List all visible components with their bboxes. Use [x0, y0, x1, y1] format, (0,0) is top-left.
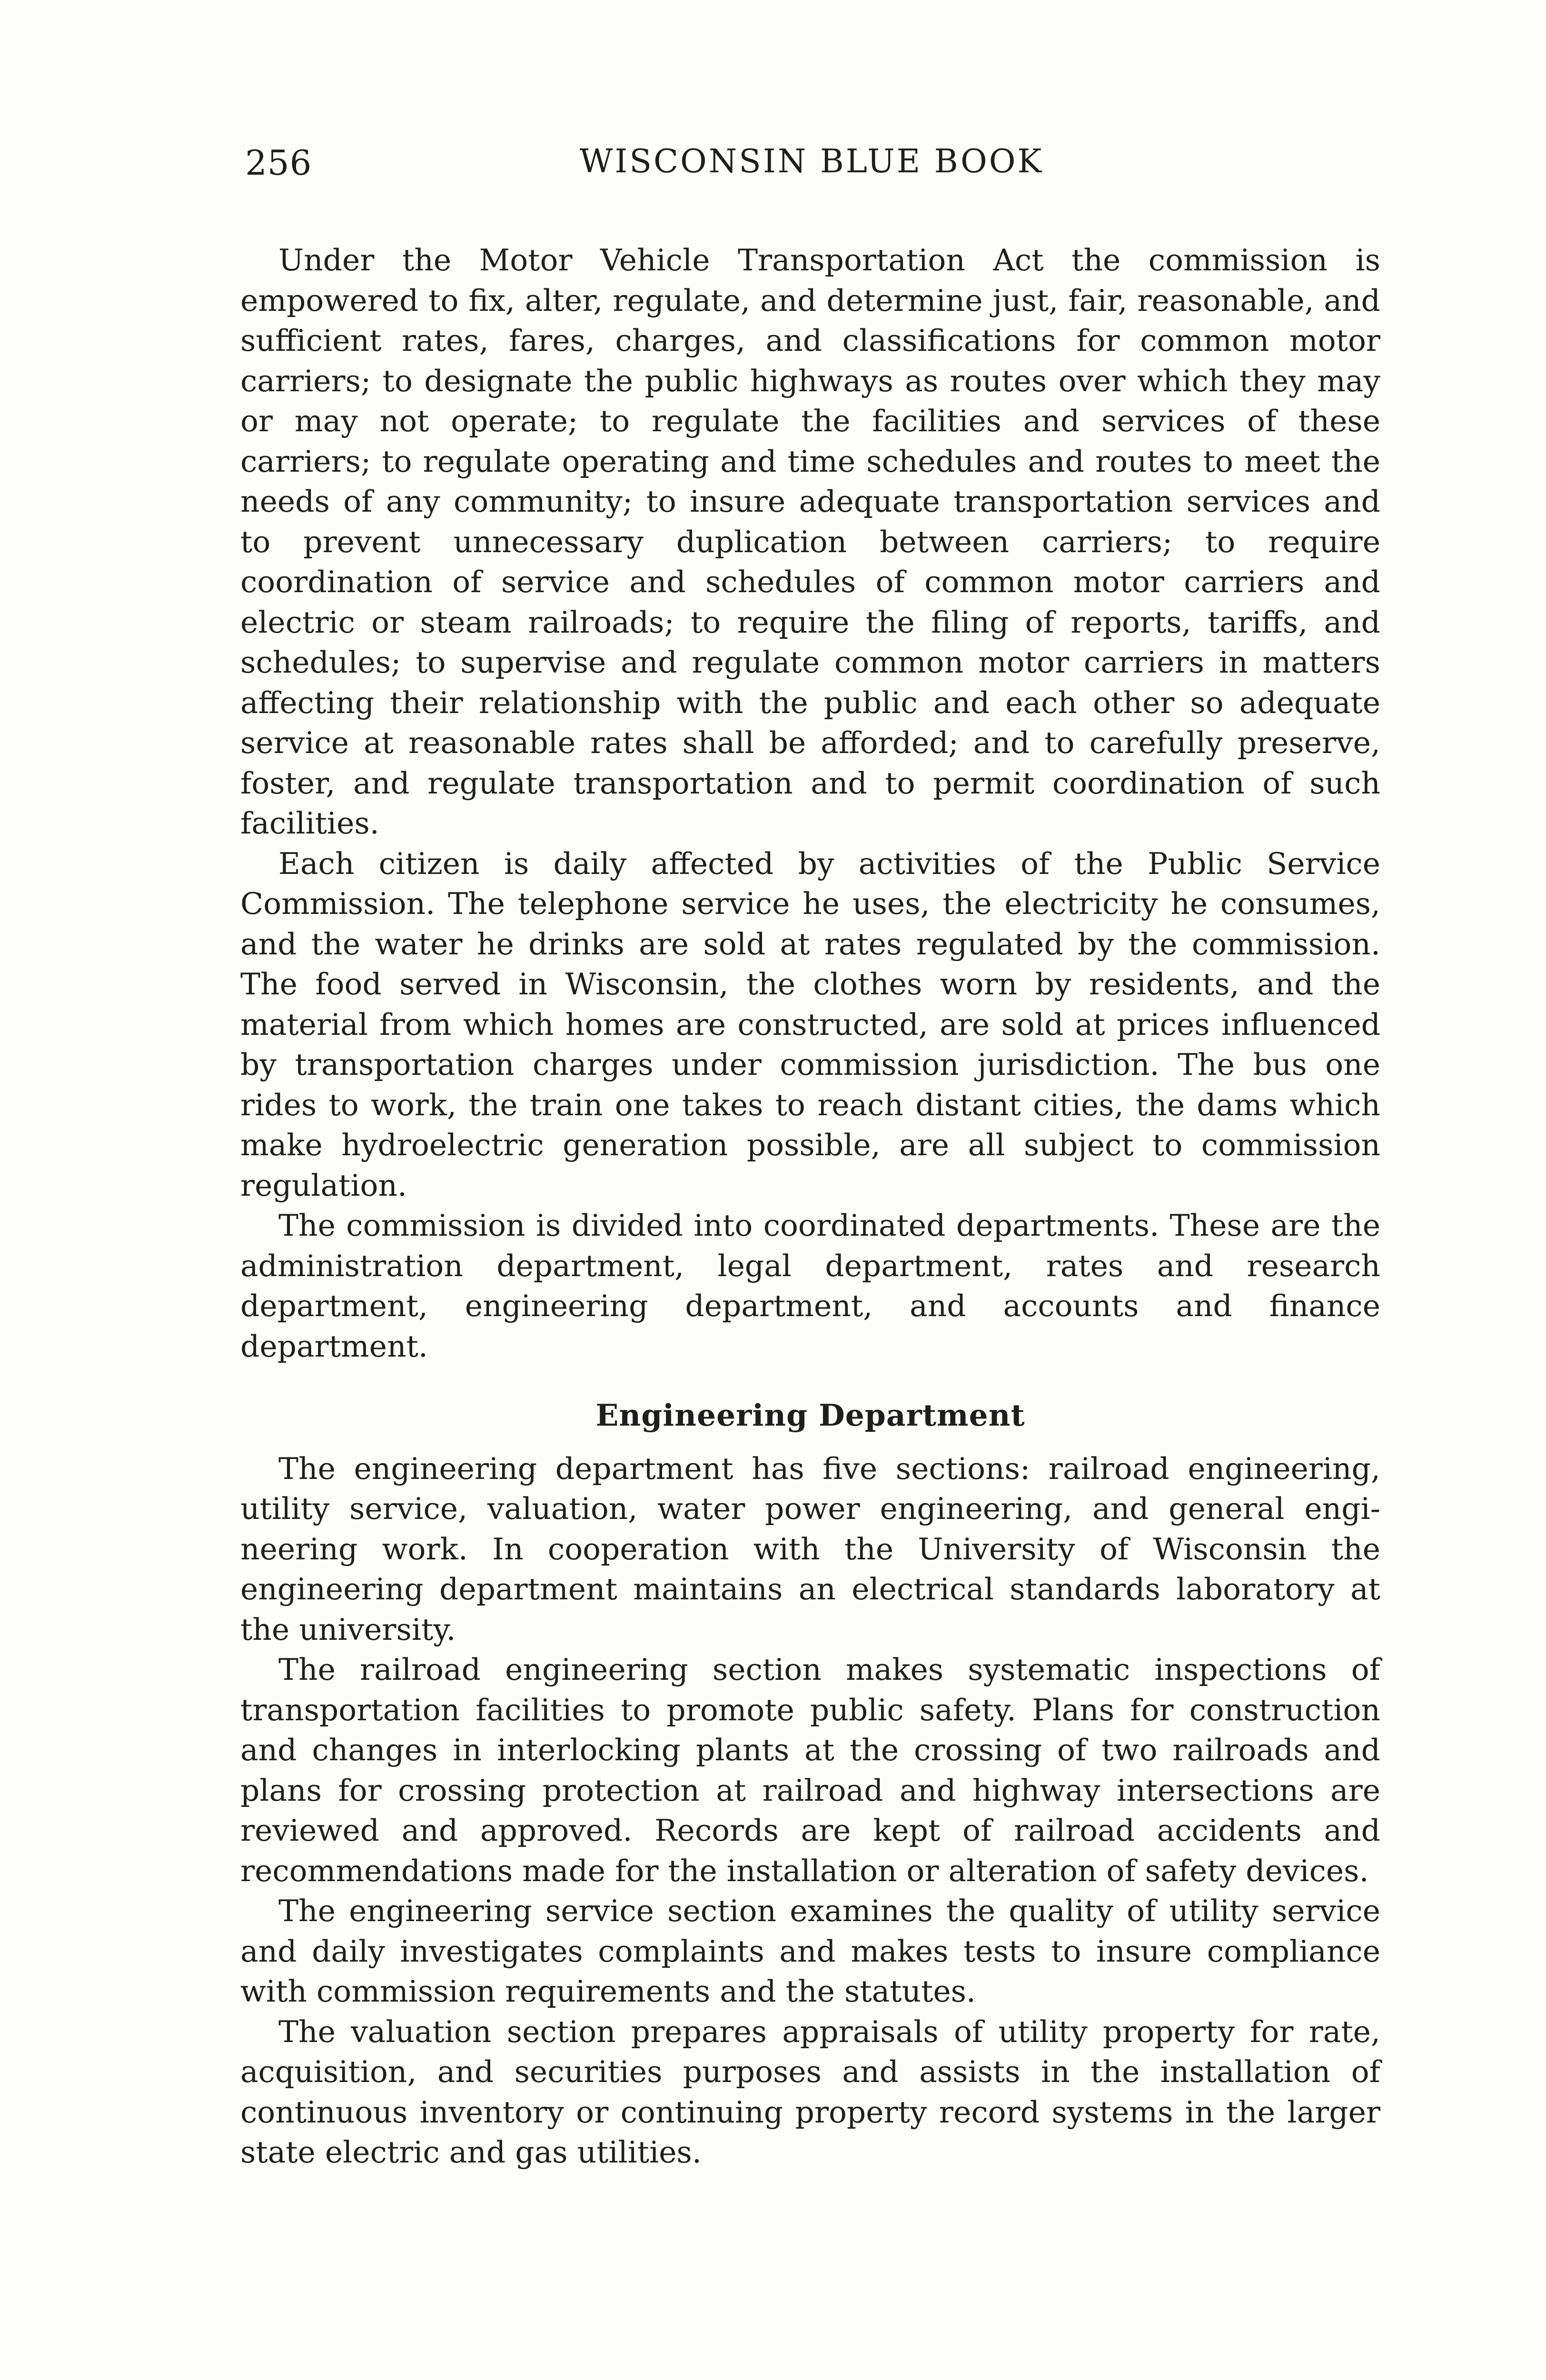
page-header: [245, 143, 1378, 200]
paragraph-railroad-engineering: The railroad engineering section makes systematic inspections of transportation facilities to promote public safety. Plans for construction and changes in interlocking plants at the crossing of two railroads and plans for crossing protection at railroad and highway intersections are reviewed and approved. Records are kept of railroad accidents and recommendations made for the installation or alteration of safety devices.: [240, 1652, 1380, 1888]
running-title: WISCONSIN BLUE BOOK: [579, 143, 1044, 180]
paragraph-engineering-sections: The engineering department has five sections: railroad engineering, utility service, valuation, water power engineering, and general engineering work. In cooperation with the University of Wisconsin the engineering department maintains an electrical standards laboratory at the university.: [240, 1451, 1380, 1647]
paragraph-departments: The commission is divided into coordinated departments. These are the administration department, legal department, rates and research department, engineering department, and accounts and finance department.: [240, 1208, 1380, 1364]
section-heading-engineering: Engineering Department: [595, 1398, 1025, 1433]
page-number: 256: [245, 143, 312, 183]
paragraph-valuation-section: The valuation section prepares appraisals of utility property for rate, acquisition, and securities purposes and assists in the installation of continuous inventory or continuing property record systems in the larger state electric and gas utilities.: [240, 2014, 1380, 2170]
paragraph-citizen-affected: Each citizen is daily affected by activities of the Public Service Commission. The telephone service he uses, the electricity he consumes, and the water he drinks are sold at rates regulated by the commission. The food served in Wisconsin, the clothes worn by residents, and the material from which homes are constructed, are sold at prices influenced by transportation charges under commission jurisdiction. The bus one rides to work, the train one takes to reach distant cities, the dams which make hydroelectric generation possible, are all subject to commission regulation.: [240, 846, 1380, 1203]
paragraph-motor-vehicle-act: Under the Motor Vehicle Transportation Act the commission is empowered to fix, alter, regulate, and determine just, fair, reasonable, and sufficient rates, fares, charges, and classifications for common motor carriers; to designate the public highways as routes over which they may or may not operate; to regulate the facilities and services of these carriers; to regulate operating and time schedules and routes to meet the needs of any community; to insure adequate transportation services and to prevent unnecessary duplication between carriers; to require coordination of service and schedules of common motor carriers and electric or steam railroads; to require the filing of reports, tariffs, and schedules; to supervise and regulate common motor carriers in matters affecting their relationship with the public and each other so adequate service at reasonable rates shall be afforded; and to carefully preserve, foster, and regulate transportation and to permit coordination of such facilities.: [240, 243, 1380, 841]
body-text: [240, 240, 1380, 2173]
paragraph-engineering-service: The engineering service section examines the quality of utility service and daily investigates complaints and makes tests to insure compliance with commission requirements and the statutes.: [240, 1894, 1380, 2009]
